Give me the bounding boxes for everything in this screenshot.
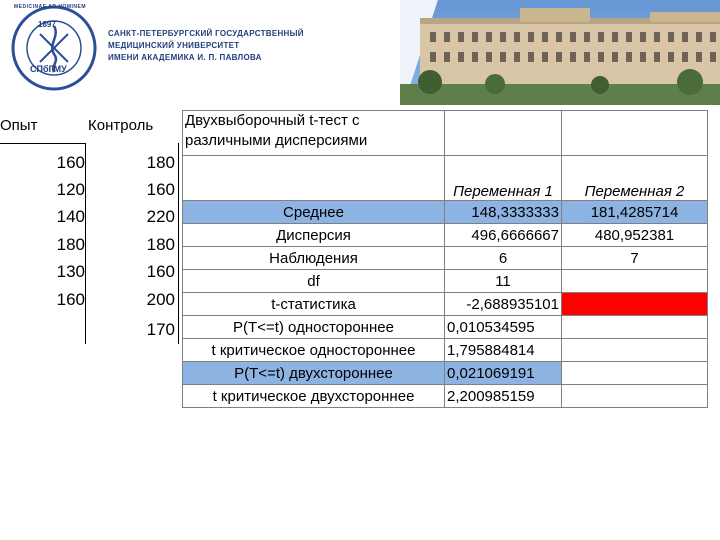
row-value-1: 6 [445, 247, 562, 270]
table-cell-empty [183, 156, 445, 201]
table-row [183, 362, 708, 385]
row-value-1: 0,021069191 [445, 362, 562, 385]
row-value-2 [562, 385, 708, 408]
row-label: P(T<=t) одностороннее [183, 316, 445, 339]
table-row [183, 385, 708, 408]
logo-abbreviation: СПбГМУ [30, 64, 67, 74]
column-header-experiment: Опыт [0, 117, 38, 134]
row-label: P(T<=t) двухстороннее [183, 362, 445, 385]
header-banner [0, 0, 720, 105]
control-value: 180 [146, 235, 175, 254]
university-name-line-3: ИМЕНИ АКАДЕМИКА И. П. ПАВЛОВА [108, 53, 262, 62]
university-name [108, 28, 338, 64]
column-header-control: Контроль [88, 117, 154, 134]
header-variable-1: Переменная 1 [445, 156, 562, 201]
university-logo-icon [10, 4, 98, 92]
table-title-row [183, 111, 708, 156]
experiment-value: 160 [56, 153, 85, 172]
row-value-1: 1,795884814 [445, 339, 562, 362]
control-value: 200 [146, 290, 175, 309]
row-value-1: 148,3333333 [445, 201, 562, 224]
logo-year: 1897 [38, 20, 56, 29]
row-value-2 [562, 270, 708, 293]
row-label: t-статистика [183, 293, 445, 316]
row-value-1: 0,010534595 [445, 316, 562, 339]
table-title: Двухвыборочный t-тест с различными дисперсиями [183, 111, 445, 156]
university-name-line-2: МЕДИЦИНСКИЙ УНИВЕРСИТЕТ [108, 41, 240, 50]
table-row [183, 316, 708, 339]
table-cell-empty [445, 111, 562, 156]
highlight-cell-red [562, 293, 708, 316]
row-value-1: 11 [445, 270, 562, 293]
row-value-2 [562, 339, 708, 362]
divider-line [85, 143, 86, 344]
experiment-value: 140 [56, 207, 85, 226]
row-value-2 [562, 316, 708, 339]
table-row [183, 224, 708, 247]
table-header-row [183, 156, 708, 201]
university-name-line-1: САНКТ-ПЕТЕРБУРГСКИЙ ГОСУДАРСТВЕННЫЙ [108, 29, 304, 38]
t-test-table [182, 110, 708, 408]
table-row [183, 270, 708, 293]
experiment-value: 180 [56, 235, 85, 254]
table-row [183, 293, 708, 316]
header-variable-2: Переменная 2 [562, 156, 708, 201]
control-value: 160 [146, 180, 175, 199]
divider-line [178, 143, 179, 344]
row-value-1: -2,688935101 [445, 293, 562, 316]
row-label: Среднее [183, 201, 445, 224]
row-label: Дисперсия [183, 224, 445, 247]
experiment-value: 120 [56, 180, 85, 199]
row-label: Наблюдения [183, 247, 445, 270]
university-building-image [400, 0, 720, 105]
row-value-1: 496,6666667 [445, 224, 562, 247]
control-value: 220 [146, 207, 175, 226]
row-value-1: 2,200985159 [445, 385, 562, 408]
control-value: 170 [146, 320, 175, 339]
row-label: df [183, 270, 445, 293]
row-value-2: 7 [562, 247, 708, 270]
control-value: 180 [146, 153, 175, 172]
divider-line [0, 143, 85, 144]
row-value-2: 480,952381 [562, 224, 708, 247]
table-row [183, 201, 708, 224]
logo-motto: MEDICINAE AD HOMINEM [14, 4, 87, 10]
table-cell-empty [562, 111, 708, 156]
row-value-2: 181,4285714 [562, 201, 708, 224]
row-label: t критическое двухстороннее [183, 385, 445, 408]
experiment-value: 130 [56, 262, 85, 281]
table-row [183, 339, 708, 362]
table-row [183, 247, 708, 270]
row-value-2 [562, 362, 708, 385]
control-value: 160 [146, 262, 175, 281]
row-label: t критическое одностороннее [183, 339, 445, 362]
experiment-value: 160 [56, 290, 85, 309]
